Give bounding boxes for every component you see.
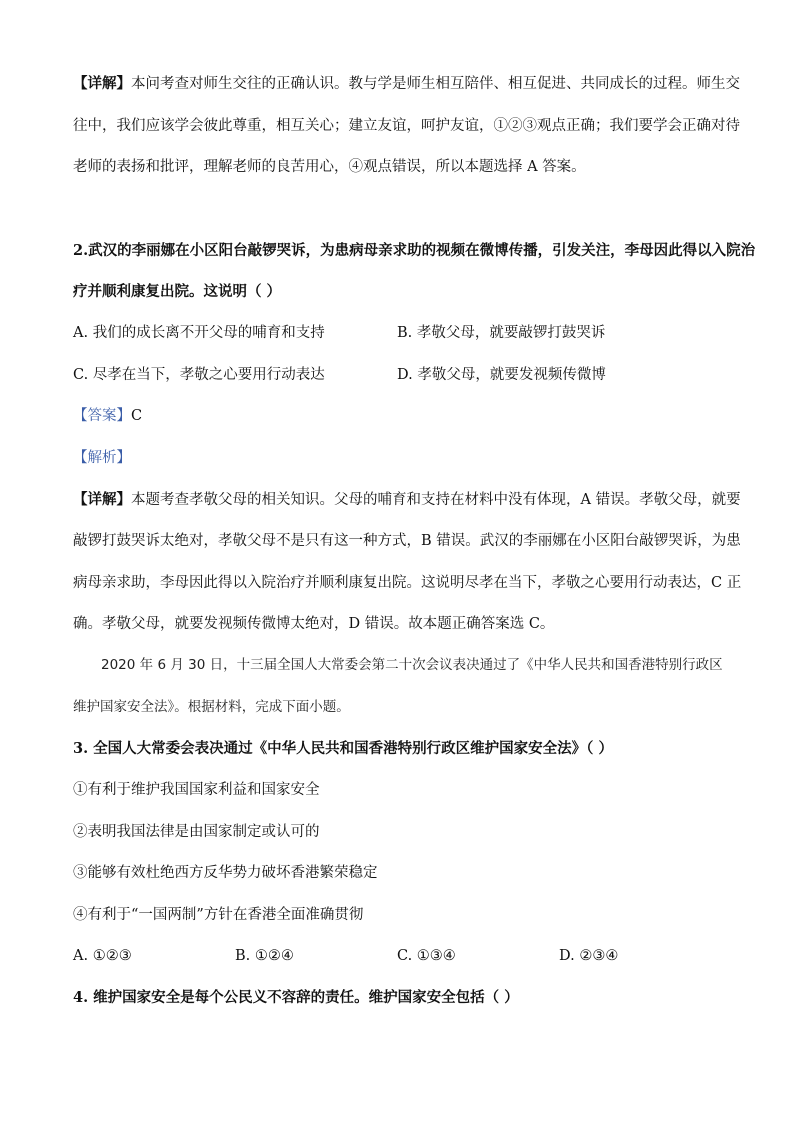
q3-item-3: ③能够有效杜绝西方反华势力破坏香港繁荣稳定	[73, 865, 378, 881]
q3-option-d: D. ②③④	[559, 948, 619, 964]
detail-tag: 【详解】	[73, 491, 131, 508]
q4-stem: 4. 维护国家安全是每个公民义不容辞的责任。维护国家安全包括（ ）	[73, 989, 519, 1006]
detail-tag: 【详解】	[73, 75, 131, 92]
q2-option-c: C. 尽孝在当下，孝敬之心要用行动表达	[73, 367, 325, 383]
q2-stem-line-1: 2.武汉的李丽娜在小区阳台敲锣哭诉，为患病母亲求助的视频在微博传播，引发关注，李母因此得以入院治	[73, 242, 756, 259]
q3-item-4: ④有利于“一国两制”方针在香港全面准确贯彻	[73, 907, 364, 923]
q3-option-a: A. ①②③	[73, 948, 132, 964]
q3-item-1: ①有利于维护我国国家利益和国家安全	[73, 782, 320, 798]
q3-stem: 3. 全国人大常委会表决通过《中华人民共和国香港特别行政区维护国家安全法》（ ）	[73, 740, 613, 757]
material-line-1: 2020 年 6 月 30 日，十三届全国人大常委会第二十次会议表决通过了《中华人民共和国香港特别行政区	[101, 657, 723, 673]
q2-detail-line-3: 病母亲求助，李母因此得以入院治疗并顺利康复出院。这说明尽孝在当下，孝敬之心要用行动表达，C 正	[73, 575, 742, 591]
q1-detail-line-3: 老师的表扬和批评，理解老师的良苦用心，④观点错误，所以本题选择 A 答案。	[73, 159, 586, 175]
answer-tag: 【答案】	[73, 408, 131, 424]
q2-option-a: A. 我们的成长离不开父母的哺育和支持	[73, 325, 325, 341]
q2-option-d: D. 孝敬父母，就要发视频传微博	[397, 367, 606, 383]
q1-detail-line-1	[73, 74, 740, 94]
q2-detail-line-4: 确。孝敬父母，就要发视频传微博太绝对，D 错误。故本题正确答案选 C。	[73, 616, 555, 632]
q3-option-c: C. ①③④	[397, 948, 456, 964]
q2-stem-line-2: 疗并顺利康复出院。这说明（ ）	[73, 283, 282, 300]
q3-option-b: B. ①②④	[235, 948, 294, 964]
analysis-tag: 【解析】	[73, 450, 131, 466]
q2-detail-line-2: 敲锣打鼓哭诉太绝对，孝敬父母不是只有这一种方式，B 错误。武汉的李丽娜在小区阳台敲锣哭诉，为患	[73, 533, 741, 549]
q2-detail-line-1	[73, 490, 741, 510]
q2-detail-text-1: 本题考查孝敬父母的相关知识。父母的哺育和支持在材料中没有体现，A 错误。孝敬父母，就要	[131, 492, 741, 508]
answer-value: C	[131, 408, 143, 424]
material-line-2: 维护国家安全法》。根据材料，完成下面小题。	[73, 699, 350, 715]
q3-item-2: ②表明我国法律是由国家制定或认可的	[73, 824, 320, 840]
q2-answer	[73, 406, 142, 426]
q2-option-b: B. 孝敬父母，就要敲锣打鼓哭诉	[397, 325, 606, 341]
q1-detail-text-1: 本问考查对师生交往的正确认识。教与学是师生相互陪伴、相互促进、共同成长的过程。师生交	[131, 76, 740, 92]
q1-detail-line-2: 往中，我们应该学会彼此尊重，相互关心；建立友谊，呵护友谊，①②③观点正确；我们要学会正确对待	[73, 118, 740, 134]
